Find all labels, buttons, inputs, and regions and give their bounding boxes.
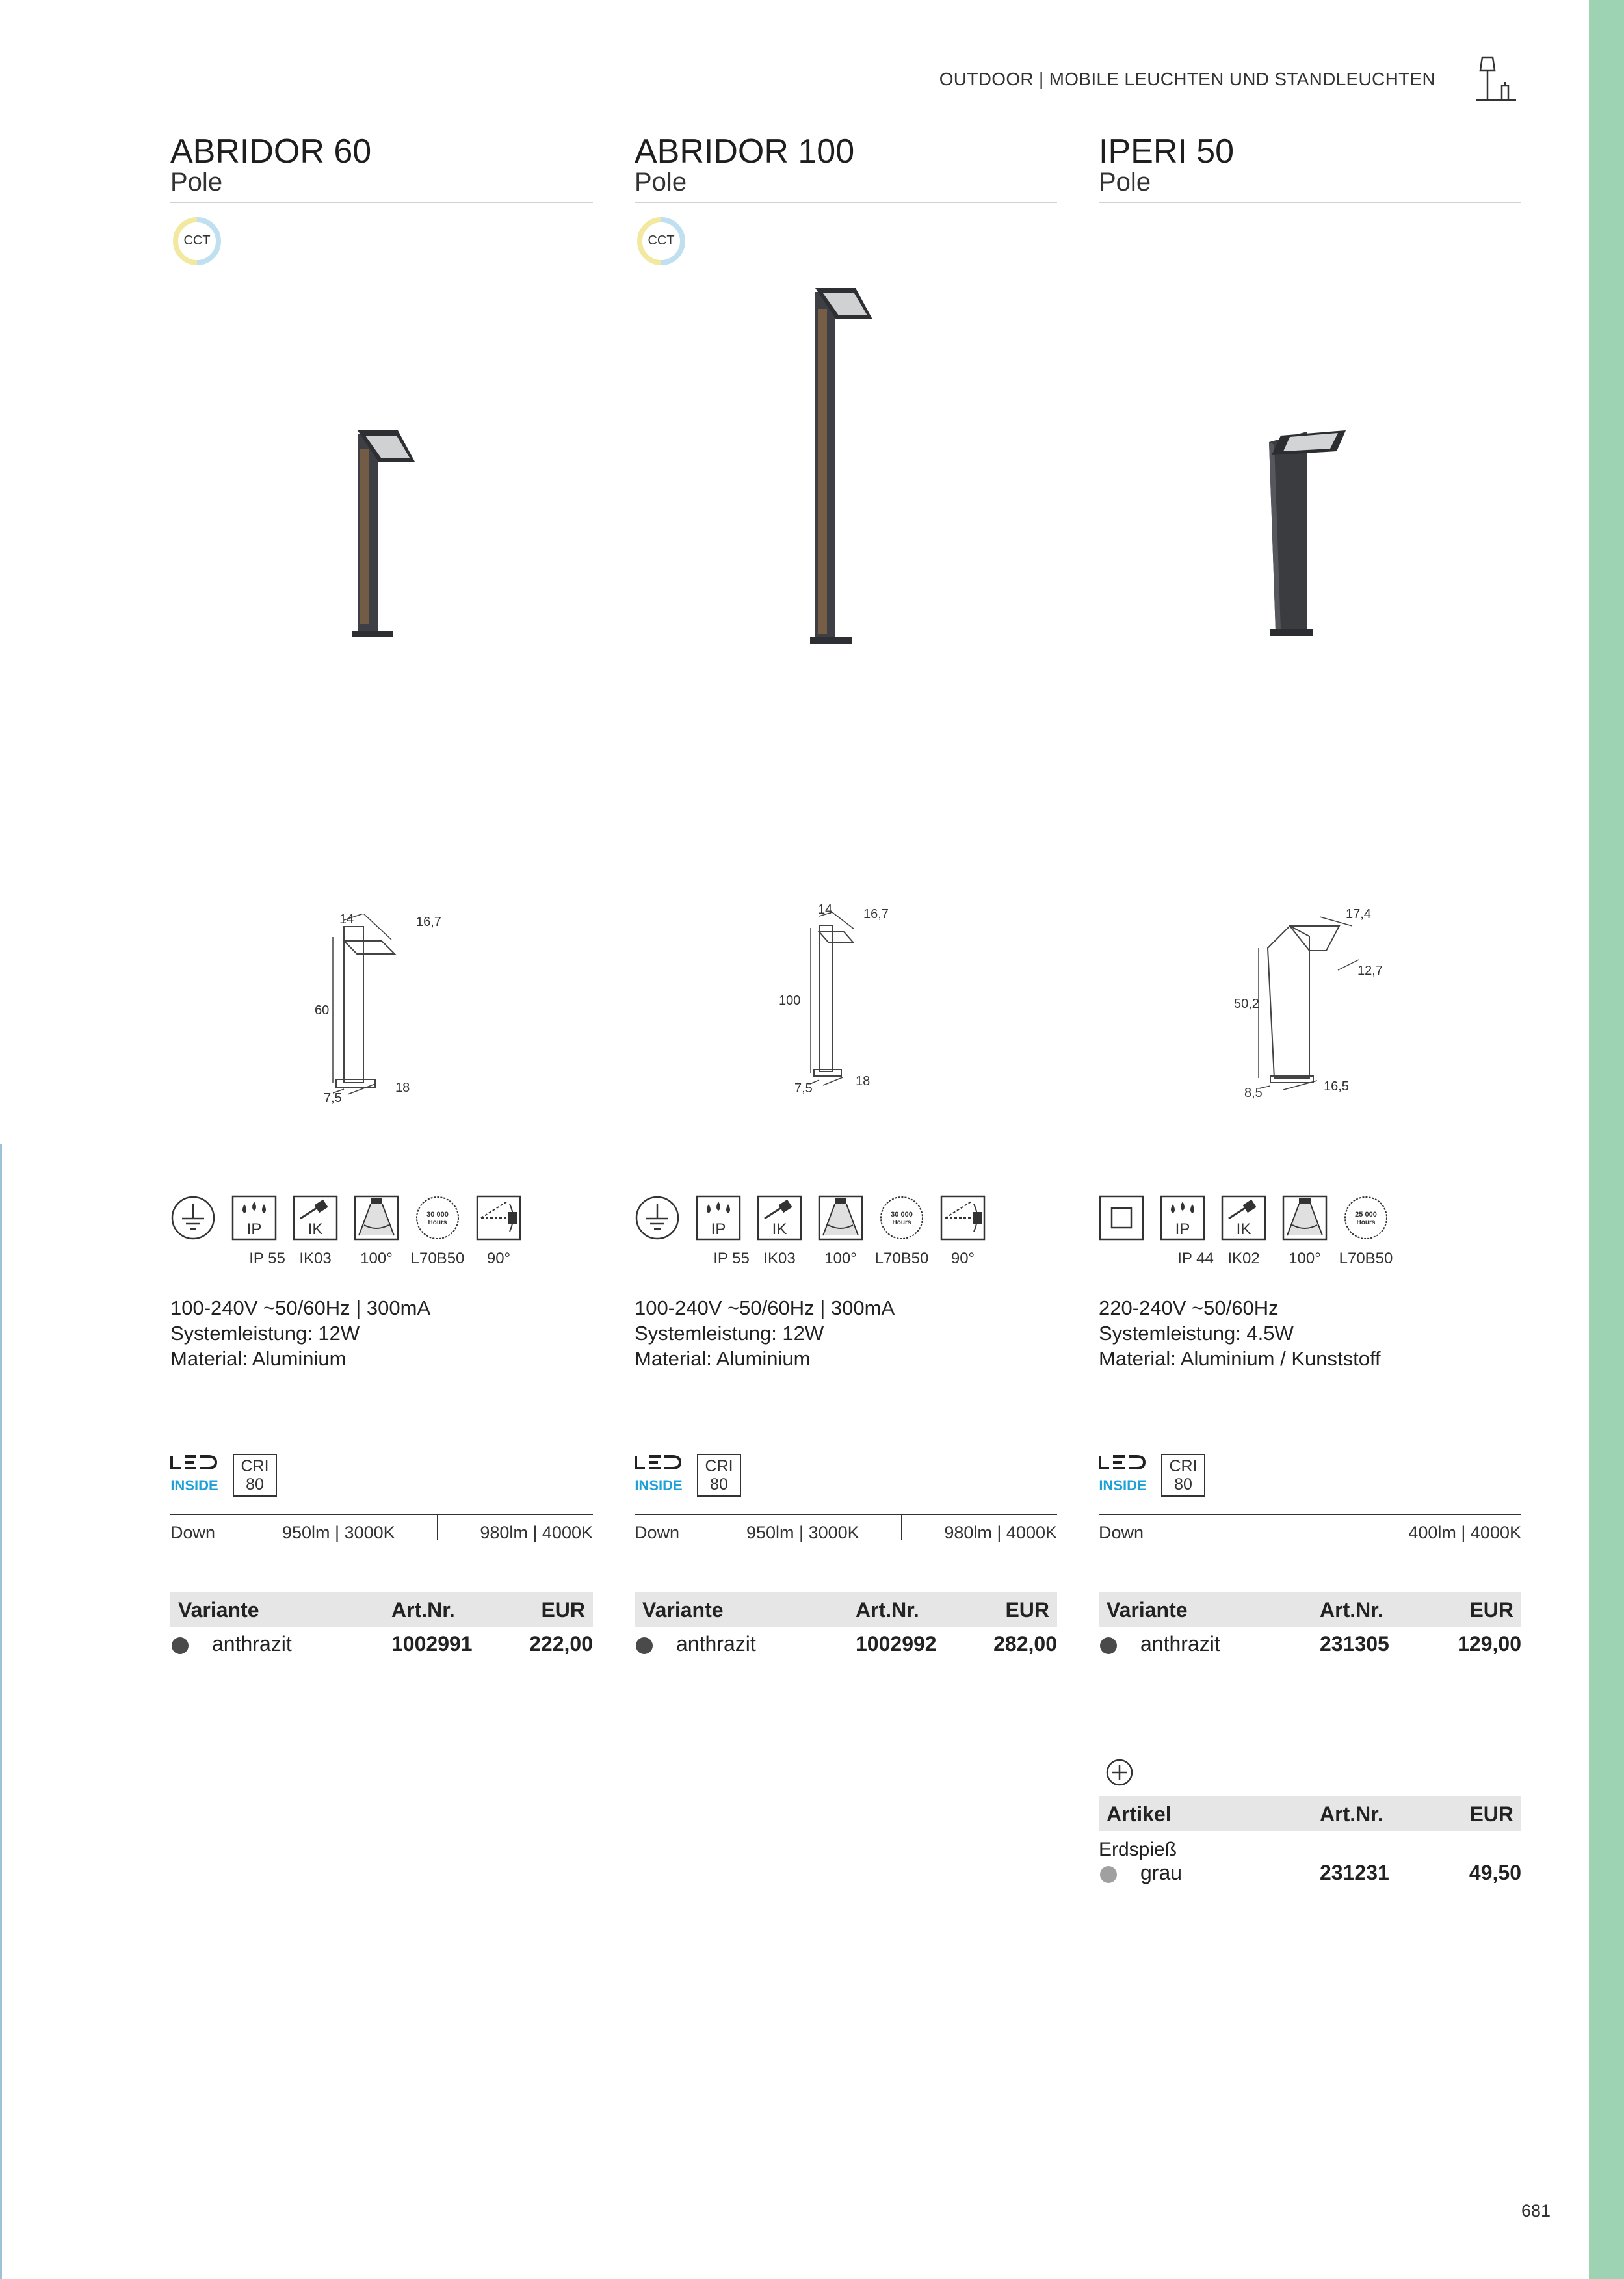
header-article: Artikel xyxy=(1107,1802,1172,1826)
variant-table-header xyxy=(170,1592,593,1627)
table-row xyxy=(170,1632,593,1661)
ip-icon xyxy=(1160,1195,1205,1241)
cri-badge xyxy=(1161,1454,1205,1497)
article-number: 1002991 xyxy=(391,1632,473,1655)
luminous-value: 980lm | 4000K xyxy=(480,1523,593,1542)
ip-icon-text: IP xyxy=(1175,1220,1190,1238)
led-inside-logo xyxy=(170,1454,218,1494)
feature-icons xyxy=(170,1195,593,1273)
luminous-value: 950lm | 3000K xyxy=(746,1523,859,1542)
spec-line: 100-240V ~50/60Hz | 300mA xyxy=(170,1297,431,1319)
variant-name: anthrazit xyxy=(1140,1632,1220,1655)
page-header: OUTDOOR | MOBILE LEUCHTEN UND STANDLEUCHTEN xyxy=(939,69,1435,89)
dim-top-b: 12,7 xyxy=(1357,964,1383,978)
cri-label: CRI xyxy=(705,1457,733,1475)
product-subtitle: Pole xyxy=(170,168,223,196)
lifetime-icon-unit: Hours xyxy=(428,1219,447,1226)
icon-label: IK03 xyxy=(299,1250,332,1267)
product-iperi-50 xyxy=(1099,0,1521,2279)
ik-icon xyxy=(293,1195,338,1241)
ik-icon xyxy=(1221,1195,1266,1241)
product-abridor-60 xyxy=(170,0,593,2279)
title-divider xyxy=(170,202,593,203)
cct-label: CCT xyxy=(648,233,675,248)
header-variant: Variante xyxy=(642,1598,724,1622)
spec-line: Material: Aluminium xyxy=(635,1347,811,1370)
ip-icon-text: IP xyxy=(246,1220,262,1238)
price: 129,00 xyxy=(1458,1632,1521,1655)
icon-label: 100° xyxy=(1289,1250,1321,1267)
dimension-drawing xyxy=(330,914,421,1102)
price: 282,00 xyxy=(993,1632,1057,1655)
header-art-nr: Art.Nr. xyxy=(391,1598,455,1622)
spec-line: Systemleistung: 12W xyxy=(170,1322,360,1345)
product-subtitle: Pole xyxy=(635,168,687,196)
luminous-row xyxy=(635,1523,1057,1549)
dim-top-a: 14 xyxy=(818,902,833,917)
dim-height: 100 xyxy=(779,994,801,1008)
lifetime-icon-hours: 25 000 xyxy=(1355,1211,1377,1219)
side-color-band xyxy=(1589,0,1624,2279)
protection-class-icon xyxy=(1099,1195,1144,1241)
table-row xyxy=(1099,1861,1521,1890)
color-swatch xyxy=(636,1637,653,1654)
cri-badge xyxy=(233,1454,277,1497)
icon-label: L70B50 xyxy=(1339,1250,1393,1267)
product-subtitle: Pole xyxy=(1099,168,1151,196)
specifications xyxy=(170,1295,430,1371)
lifetime-icon-unit: Hours xyxy=(1356,1219,1376,1226)
icon-label: 100° xyxy=(824,1250,857,1267)
header-eur: EUR xyxy=(1469,1598,1513,1622)
icon-label: 90° xyxy=(486,1250,511,1267)
spec-line: 220-240V ~50/60Hz xyxy=(1099,1297,1279,1319)
lifetime-icon xyxy=(879,1195,924,1241)
dimension-drawing xyxy=(810,907,882,1096)
dim-base-a: 7,5 xyxy=(324,1091,342,1105)
header-variant: Variante xyxy=(178,1598,259,1622)
led-inside-text: INSIDE xyxy=(1099,1477,1147,1494)
dim-top-a: 17,4 xyxy=(1346,907,1371,921)
dim-base-b: 16,5 xyxy=(1324,1079,1349,1094)
spec-line: 100-240V ~50/60Hz | 300mA xyxy=(635,1297,895,1319)
icon-label: 90° xyxy=(950,1250,975,1267)
luminous-divider xyxy=(1099,1514,1521,1515)
dim-top-b: 16,7 xyxy=(416,915,441,929)
icon-label: IK02 xyxy=(1227,1250,1260,1267)
article-number: 231305 xyxy=(1320,1632,1389,1655)
product-title: ABRIDOR 60 xyxy=(170,133,372,170)
luminous-row xyxy=(170,1523,593,1549)
icon-label: IP 55 xyxy=(249,1250,285,1267)
feature-icons xyxy=(635,1195,1057,1273)
variant-table-header xyxy=(635,1592,1057,1627)
luminous-divider xyxy=(170,1514,593,1515)
spec-line: Material: Aluminium / Kunststoff xyxy=(1099,1347,1381,1370)
light-direction: Down xyxy=(170,1523,216,1542)
color-swatch xyxy=(1100,1866,1117,1883)
luminous-value: 980lm | 4000K xyxy=(944,1523,1057,1542)
light-direction: Down xyxy=(635,1523,680,1542)
dim-top-b: 16,7 xyxy=(863,907,889,921)
cct-badge xyxy=(170,216,224,267)
icon-label: IP 55 xyxy=(713,1250,750,1267)
led-inside-text: INSIDE xyxy=(635,1477,683,1494)
ground-icon xyxy=(170,1195,216,1241)
spec-line: Systemleistung: 12W xyxy=(635,1322,824,1345)
lifetime-icon xyxy=(1343,1195,1389,1241)
luminous-divider xyxy=(635,1514,1057,1515)
variant-name: anthrazit xyxy=(676,1632,756,1655)
table-row xyxy=(1099,1632,1521,1661)
ip-icon xyxy=(696,1195,741,1241)
left-edge-marker xyxy=(0,1144,2,2279)
dim-base-a: 8,5 xyxy=(1244,1086,1263,1100)
dim-base-a: 7,5 xyxy=(794,1081,813,1096)
header-eur: EUR xyxy=(541,1598,585,1622)
table-row xyxy=(635,1632,1057,1661)
beam-angle-icon xyxy=(354,1195,399,1241)
header-eur: EUR xyxy=(1469,1802,1513,1826)
beam-angle-icon xyxy=(1282,1195,1328,1241)
cri-value: 80 xyxy=(1174,1475,1192,1494)
luminous-row xyxy=(1099,1523,1521,1549)
plus-circle-icon xyxy=(1105,1758,1134,1787)
color-swatch xyxy=(1100,1637,1117,1654)
ip-icon-text: IP xyxy=(711,1220,726,1238)
cri-value: 80 xyxy=(710,1475,728,1494)
variant-table-header xyxy=(1099,1592,1521,1627)
ik-icon-text: IK xyxy=(1236,1220,1251,1238)
lifetime-icon xyxy=(415,1195,460,1241)
cri-label: CRI xyxy=(1169,1457,1198,1475)
led-inside-logo xyxy=(635,1454,683,1494)
product-title: IPERI 50 xyxy=(1099,133,1235,170)
ground-icon xyxy=(635,1195,680,1241)
lifetime-icon-unit: Hours xyxy=(892,1219,911,1226)
dim-base-b: 18 xyxy=(856,1074,871,1088)
spec-line: Systemleistung: 4.5W xyxy=(1099,1322,1294,1345)
luminous-value: 400lm | 4000K xyxy=(1408,1523,1521,1542)
header-variant: Variante xyxy=(1107,1598,1188,1622)
lifetime-icon-hours: 30 000 xyxy=(891,1211,913,1219)
beam-angle-icon xyxy=(818,1195,863,1241)
ik-icon-text: IK xyxy=(308,1220,323,1238)
icon-label: IP 44 xyxy=(1177,1250,1214,1267)
dimension-drawing xyxy=(1255,910,1365,1099)
color-swatch xyxy=(172,1637,189,1654)
icon-label: IK03 xyxy=(763,1250,796,1267)
accessory-table-header xyxy=(1099,1796,1521,1831)
variant-name: grau xyxy=(1140,1861,1183,1884)
luminous-separator xyxy=(901,1514,902,1540)
product-photo-abridor-100 xyxy=(810,283,908,647)
product-photo-iperi-50 xyxy=(1261,423,1372,644)
tilt-icon xyxy=(476,1195,521,1241)
price: 222,00 xyxy=(529,1632,593,1655)
dim-height: 50,2 xyxy=(1234,997,1259,1011)
cri-value: 80 xyxy=(246,1475,264,1494)
dim-height: 60 xyxy=(315,1003,330,1018)
cri-label: CRI xyxy=(241,1457,269,1475)
icon-label: L70B50 xyxy=(874,1250,929,1267)
article-number: 231231 xyxy=(1320,1861,1389,1884)
title-divider xyxy=(635,202,1057,203)
title-divider xyxy=(1099,202,1521,203)
icon-label: L70B50 xyxy=(410,1250,465,1267)
specifications xyxy=(1099,1295,1381,1371)
cct-badge xyxy=(635,216,688,267)
luminous-separator xyxy=(437,1514,438,1540)
cct-label: CCT xyxy=(183,233,211,248)
specifications xyxy=(635,1295,895,1371)
page-number: 681 xyxy=(1521,2201,1551,2220)
ik-icon xyxy=(757,1195,802,1241)
lifetime-icon-hours: 30 000 xyxy=(426,1211,449,1219)
header-art-nr: Art.Nr. xyxy=(856,1598,919,1622)
header-art-nr: Art.Nr. xyxy=(1320,1802,1383,1826)
product-title: ABRIDOR 100 xyxy=(635,133,855,170)
header-eur: EUR xyxy=(1005,1598,1049,1622)
light-direction: Down xyxy=(1099,1523,1144,1542)
led-inside-logo xyxy=(1099,1454,1147,1494)
article-number: 1002992 xyxy=(856,1632,937,1655)
cri-badge xyxy=(697,1454,741,1497)
accessory-name: Erdspieß xyxy=(1099,1839,1177,1860)
header-art-nr: Art.Nr. xyxy=(1320,1598,1383,1622)
feature-icons xyxy=(1099,1195,1521,1273)
variant-name: anthrazit xyxy=(212,1632,292,1655)
price: 49,50 xyxy=(1469,1861,1521,1884)
dim-top-a: 14 xyxy=(339,912,354,927)
product-photo-abridor-60 xyxy=(352,423,450,644)
icon-label: 100° xyxy=(360,1250,393,1267)
product-abridor-100 xyxy=(635,0,1057,2279)
dim-base-b: 18 xyxy=(395,1081,410,1095)
led-inside-text: INSIDE xyxy=(170,1477,218,1494)
ip-icon xyxy=(231,1195,277,1241)
ik-icon-text: IK xyxy=(772,1220,787,1238)
luminous-value: 950lm | 3000K xyxy=(282,1523,395,1542)
tilt-icon xyxy=(940,1195,986,1241)
spec-line: Material: Aluminium xyxy=(170,1347,347,1370)
